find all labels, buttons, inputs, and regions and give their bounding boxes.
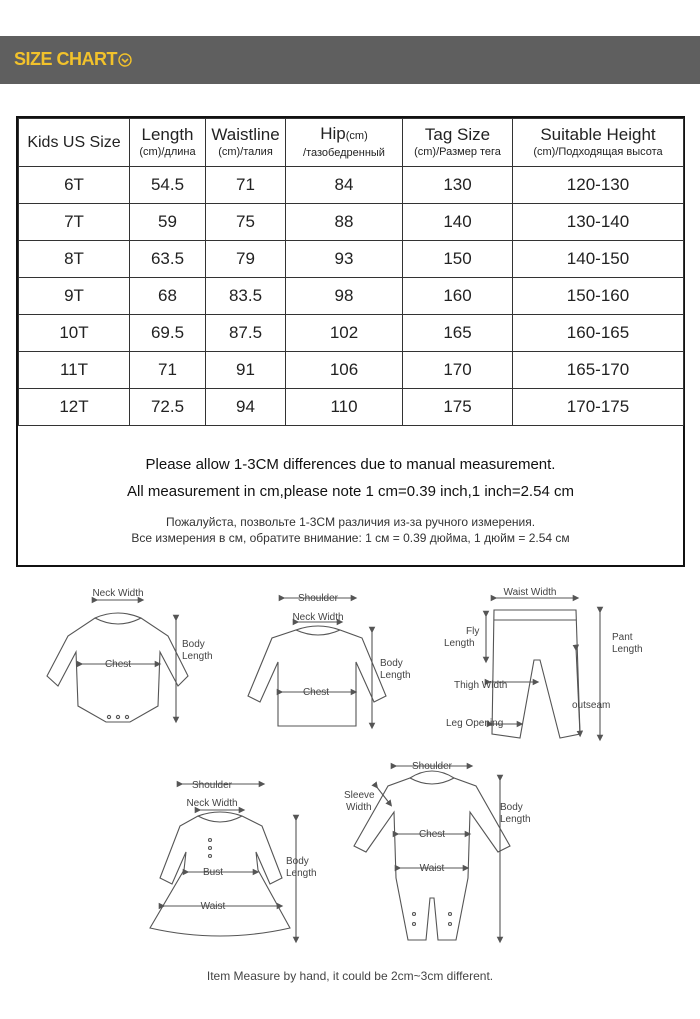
col-header-size: Kids US Size	[19, 119, 130, 167]
cell-waistline: 87.5	[206, 315, 286, 352]
cell-length: 69.5	[130, 315, 206, 352]
table-row	[19, 389, 684, 426]
cell-size: 10T	[19, 315, 130, 352]
label-chest: Chest	[418, 829, 446, 840]
label-body: Body	[286, 856, 309, 867]
label-neck-width: Neck Width	[186, 798, 238, 809]
label-length: Length	[380, 670, 411, 681]
col-header-hip: Hip(cm) /тазобедренный	[286, 119, 403, 167]
label-body: Body	[380, 658, 403, 669]
label-leg-opening: Leg Opening	[446, 718, 504, 729]
cell-waistline: 94	[206, 389, 286, 426]
cell-tag-size: 150	[403, 241, 513, 278]
romper-diagram	[354, 766, 510, 940]
cell-waistline: 75	[206, 204, 286, 241]
label-shoulder: Shoulder	[411, 761, 453, 772]
cell-tag-size: 165	[403, 315, 513, 352]
measurement-diagrams	[0, 578, 700, 978]
note-allowance-ru: Пожалуйста, позвольте 1-3CM различия из-за ручного измерения.	[165, 515, 536, 529]
cell-size: 12T	[19, 389, 130, 426]
cell-length: 63.5	[130, 241, 206, 278]
dress-labels	[186, 780, 316, 912]
label-neck-width: Neck Width	[92, 588, 144, 599]
cell-length: 54.5	[130, 167, 206, 204]
cell-waistline: 79	[206, 241, 286, 278]
label-pant: Pant	[612, 632, 633, 643]
cell-tag-size: 175	[403, 389, 513, 426]
label-sleeve-width: Width	[346, 802, 372, 813]
cell-length: 68	[130, 278, 206, 315]
cell-suitable-height: 160-165	[513, 315, 684, 352]
col-header-waistline: Waistline (cm)/талия	[206, 119, 286, 167]
label-sleeve: Sleeve	[344, 790, 375, 801]
size-chart-header	[0, 36, 700, 84]
size-chart-title: SIZE CHART	[14, 49, 117, 69]
cell-suitable-height: 120-130	[513, 167, 684, 204]
shirt-labels	[292, 593, 410, 698]
label-shoulder: Shoulder	[297, 593, 339, 604]
cell-size: 6T	[19, 167, 130, 204]
cell-size: 11T	[19, 352, 130, 389]
cell-waistline: 71	[206, 167, 286, 204]
table-row	[19, 352, 684, 389]
note-units-ru: Все измерения в см, обратите внимание: 1 см = 0.39 дюйма, 1 дюйм = 2.54 см	[131, 531, 570, 545]
pants-diagram	[486, 598, 600, 738]
cell-hip: 106	[286, 352, 403, 389]
label-thigh-width: Thigh Width	[454, 680, 508, 691]
cell-tag-size: 160	[403, 278, 513, 315]
cell-length: 71	[130, 352, 206, 389]
table-row	[19, 315, 684, 352]
note-units-en: All measurement in cm,please note 1 cm=0.39 inch,1 inch=2.54 cm	[127, 483, 574, 500]
label-body: Body	[182, 639, 205, 650]
cell-length: 72.5	[130, 389, 206, 426]
col-header-length: Length (cm)/длина	[130, 119, 206, 167]
cell-waistline: 91	[206, 352, 286, 389]
cell-suitable-height: 170-175	[513, 389, 684, 426]
measure-disclaimer: Item Measure by hand, it could be 2cm~3cm different.	[206, 969, 494, 983]
label-waist-width: Waist Width	[503, 587, 557, 598]
label-bust: Bust	[202, 867, 224, 878]
table-header-row	[19, 119, 684, 167]
cell-hip: 110	[286, 389, 403, 426]
label-fly-length: Length	[444, 638, 475, 649]
cell-waistline: 83.5	[206, 278, 286, 315]
cell-size: 7T	[19, 204, 130, 241]
col-header-tag-size: Tag Size (cm)/Размер тега	[403, 119, 513, 167]
col-header-suitable-height: Suitable Height (cm)/Подходящая высота	[513, 119, 684, 167]
cell-tag-size: 140	[403, 204, 513, 241]
cell-hip: 98	[286, 278, 403, 315]
label-chest: Chest	[302, 687, 330, 698]
table-row	[19, 167, 684, 204]
label-neck-width: Neck Width	[292, 612, 344, 623]
cell-suitable-height: 140-150	[513, 241, 684, 278]
label-chest: Chest	[104, 659, 132, 670]
romper-labels	[344, 761, 531, 874]
measurement-notes	[18, 434, 683, 565]
table-row	[19, 241, 684, 278]
label-pant-length: Length	[612, 644, 643, 655]
pants-labels	[444, 587, 643, 729]
label-waist: Waist	[419, 863, 445, 874]
cell-hip: 102	[286, 315, 403, 352]
label-waist: Waist	[200, 901, 226, 912]
cell-hip: 84	[286, 167, 403, 204]
cell-suitable-height: 130-140	[513, 204, 684, 241]
cell-tag-size: 170	[403, 352, 513, 389]
label-length: Length	[182, 651, 213, 662]
table-row	[19, 278, 684, 315]
cell-tag-size: 130	[403, 167, 513, 204]
label-outseam: outseam	[572, 700, 611, 711]
cell-hip: 88	[286, 204, 403, 241]
label-length: Length	[500, 814, 531, 825]
cell-size: 9T	[19, 278, 130, 315]
cell-suitable-height: 150-160	[513, 278, 684, 315]
size-chart-box	[16, 116, 685, 567]
table-row	[19, 204, 684, 241]
label-shoulder: Shoulder	[191, 780, 233, 791]
label-body: Body	[500, 802, 523, 813]
diagram-canvas	[0, 578, 700, 978]
note-allowance-en: Please allow 1-3CM differences due to manual measurement.	[145, 456, 556, 473]
cell-length: 59	[130, 204, 206, 241]
cell-size: 8T	[19, 241, 130, 278]
cell-suitable-height: 165-170	[513, 352, 684, 389]
cell-hip: 93	[286, 241, 403, 278]
label-fly: Fly	[466, 626, 480, 637]
size-table	[18, 118, 684, 426]
chevron-circle-icon	[118, 53, 132, 67]
label-length: Length	[286, 868, 317, 879]
